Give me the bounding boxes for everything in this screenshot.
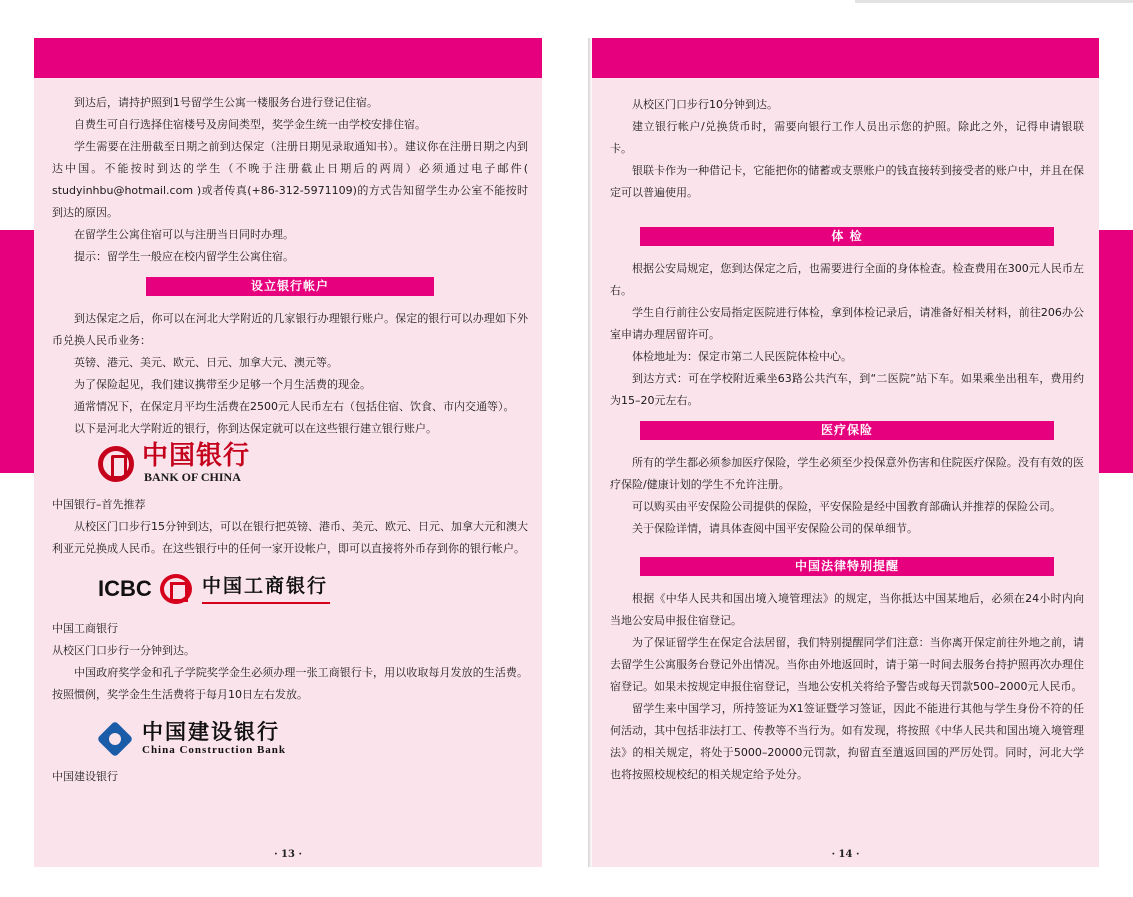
boc-logo-en: BANK OF CHINA bbox=[144, 470, 241, 484]
insurance-paragraph: 所有的学生都必须参加医疗保险，学生必须至少投保意外伤害和住院医疗保险。没有有效的医疗保险/健康计划的学生不允许注册。 bbox=[610, 456, 1084, 491]
ccb-icon bbox=[97, 721, 134, 758]
boc-name: 中国银行–首先推荐 bbox=[52, 498, 146, 511]
bank-paragraph: 以下是河北大学附近的银行，你到达保定就可以在这些银行建立银行账户。 bbox=[74, 422, 437, 435]
law-paragraph: 为了保证留学生在保定合法居留，我们特别提醒同学们注意：当你离开保定前往外地之前，请去留学生公寓服务台登记外出情况。当你由外地返回时，请于第一时间去服务台持护照再次办理住宿登记。如果未按规定申报住宿登记，当地公安机关将给予警告或每天罚款500–2000元人民币。 bbox=[610, 636, 1084, 693]
left-edge-tab bbox=[0, 230, 34, 473]
exam-paragraph: 学生自行前往公安局指定医院进行体检，拿到体检记录后，请准备好相关材料，前往206办公室申请办理居留许可。 bbox=[610, 306, 1084, 341]
icbc-name: 中国工商银行 bbox=[52, 622, 118, 635]
boc-description: 从校区门口步行15分钟到达，可以在银行把英镑、港币、美元、欧元、日元、加拿大元和澳大利亚元兑换成人民币。在这些银行中的任何一家开设帐户，即可以直接将外币存到你的银行帐户。 bbox=[52, 520, 528, 555]
exam-paragraph: 到达方式：可在学校附近乘坐63路公共汽车，到“二医院”站下车。如果乘坐出租车，费用约为15–20元左右。 bbox=[610, 372, 1084, 407]
intro-paragraph: 自费生可自行选择住宿楼号及房间类型，奖学金生统一由学校安排住宿。 bbox=[74, 118, 426, 131]
ccb-paragraph: 银联卡作为一种借记卡，它能把你的储蓄或支票账户的钱直接转到接受者的账户中，并且在保定可以普遍使用。 bbox=[610, 164, 1084, 199]
section-title-bank: 设立银行帐户 bbox=[146, 277, 434, 296]
bank-paragraph: 通常情况下，在保定月平均生活费在2500元人民币左右（包括住宿、饮食、市内交通等）。 bbox=[74, 400, 515, 413]
page-header-bar bbox=[592, 38, 1099, 78]
top-right-divider bbox=[855, 0, 1133, 3]
page-number: · 13 · bbox=[274, 849, 302, 860]
page-13-content bbox=[52, 92, 528, 788]
ccb-paragraph: 从校区门口步行10分钟到达。 bbox=[632, 98, 778, 111]
icbc-walk: 从校区门口步行一分钟到达。 bbox=[52, 644, 195, 657]
page-header-bar bbox=[34, 38, 542, 78]
icbc-logo bbox=[52, 568, 528, 618]
ccb-logo-cn: 中国建设银行 bbox=[142, 720, 280, 744]
icbc-underline bbox=[202, 602, 330, 604]
bank-paragraph: 到达保定之后，你可以在河北大学附近的几家银行办理银行账户。保定的银行可以办理如下外币兑换人民币业务： bbox=[52, 312, 528, 347]
page-number: · 14 · bbox=[831, 849, 860, 860]
ccb-name: 中国建设银行 bbox=[52, 770, 118, 783]
icbc-logo-cn: 中国工商银行 bbox=[202, 575, 329, 597]
section-title-exam: 体 检 bbox=[640, 227, 1054, 246]
law-paragraph: 根据《中华人民共和国出境入境管理法》的规定，当你抵达中国某地后，必须在24小时内向当地公安局申报住宿登记。 bbox=[610, 592, 1084, 627]
icbc-logo-en: ICBC bbox=[98, 576, 152, 601]
page-14 bbox=[592, 38, 1099, 867]
law-paragraph: 留学生来中国学习，所持签证为X1签证暨学习签证，因此不能进行其他与学生身份不符的任何活动，其中包括非法打工、传教等不当行为。如有发现，将按照《中华人民共和国出境入境管理法》的相关规定，将处于5000–20000元罚款，拘留直至遣返回国的严厉处罚。同时，河北大学也将按照校规校纪的相关规定给予处分。 bbox=[610, 702, 1084, 781]
bank-of-china-icon bbox=[98, 446, 134, 482]
intro-paragraph: 提示：留学生一般应在校内留学生公寓住宿。 bbox=[74, 250, 294, 263]
bank-paragraph: 为了保险起见，我们建议携带至少足够一个月生活费的现金。 bbox=[74, 378, 371, 391]
exam-paragraph: 体检地址为：保定市第二人民医院体检中心。 bbox=[632, 350, 852, 363]
icbc-description: 中国政府奖学金和孔子学院奖学金生必须办理一张工商银行卡，用以收取每月发放的生活费。按照惯例，奖学金生生活费将于每月10日左右发放。 bbox=[52, 666, 528, 701]
insurance-paragraph: 可以购买由平安保险公司提供的保险，平安保险是经中国教育部确认并推荐的保险公司。 bbox=[632, 500, 1061, 513]
insurance-paragraph: 关于保险详情，请具体查阅中国平安保险公司的保单细节。 bbox=[632, 522, 918, 535]
right-edge-tab bbox=[1099, 230, 1133, 473]
section-title-law: 中国法律特别提醒 bbox=[640, 557, 1054, 576]
ccb-logo bbox=[52, 714, 528, 766]
page-13 bbox=[34, 38, 542, 867]
page-14-content bbox=[610, 94, 1084, 786]
icbc-icon bbox=[160, 574, 192, 604]
exam-paragraph: 根据公安局规定，您到达保定之后，也需要进行全面的身体检查。检查费用在300元人民币左右。 bbox=[610, 262, 1084, 297]
bank-paragraph: 英镑、港元、美元、欧元、日元、加拿大元、澳元等。 bbox=[74, 356, 338, 369]
ccb-logo-en: China Construction Bank bbox=[142, 744, 287, 756]
bank-of-china-logo bbox=[52, 440, 528, 494]
intro-paragraph: 学生需要在注册截至日期之前到达保定（注册日期见录取通知书）。建议你在注册日期之内到达中国。不能按时到达的学生（不晚于注册截止日期后的两周）必须通过电子邮件( studyinhbu@hotmail.com )或者传真(+86-312-5971109)的方式告知留学生办公室不能按时到达的原因。 bbox=[52, 140, 528, 219]
section-title-insurance: 医疗保险 bbox=[640, 421, 1054, 440]
intro-paragraph: 在留学生公寓住宿可以与注册当日同时办理。 bbox=[74, 228, 294, 241]
ccb-paragraph: 建立银行帐户/兑换货币时，需要向银行工作人员出示您的护照。除此之外，记得申请银联卡。 bbox=[610, 120, 1084, 155]
boc-logo-cn: 中国银行 bbox=[142, 441, 251, 471]
intro-paragraph: 到达后，请持护照到1号留学生公寓一楼服务台进行登记住宿。 bbox=[74, 96, 378, 109]
